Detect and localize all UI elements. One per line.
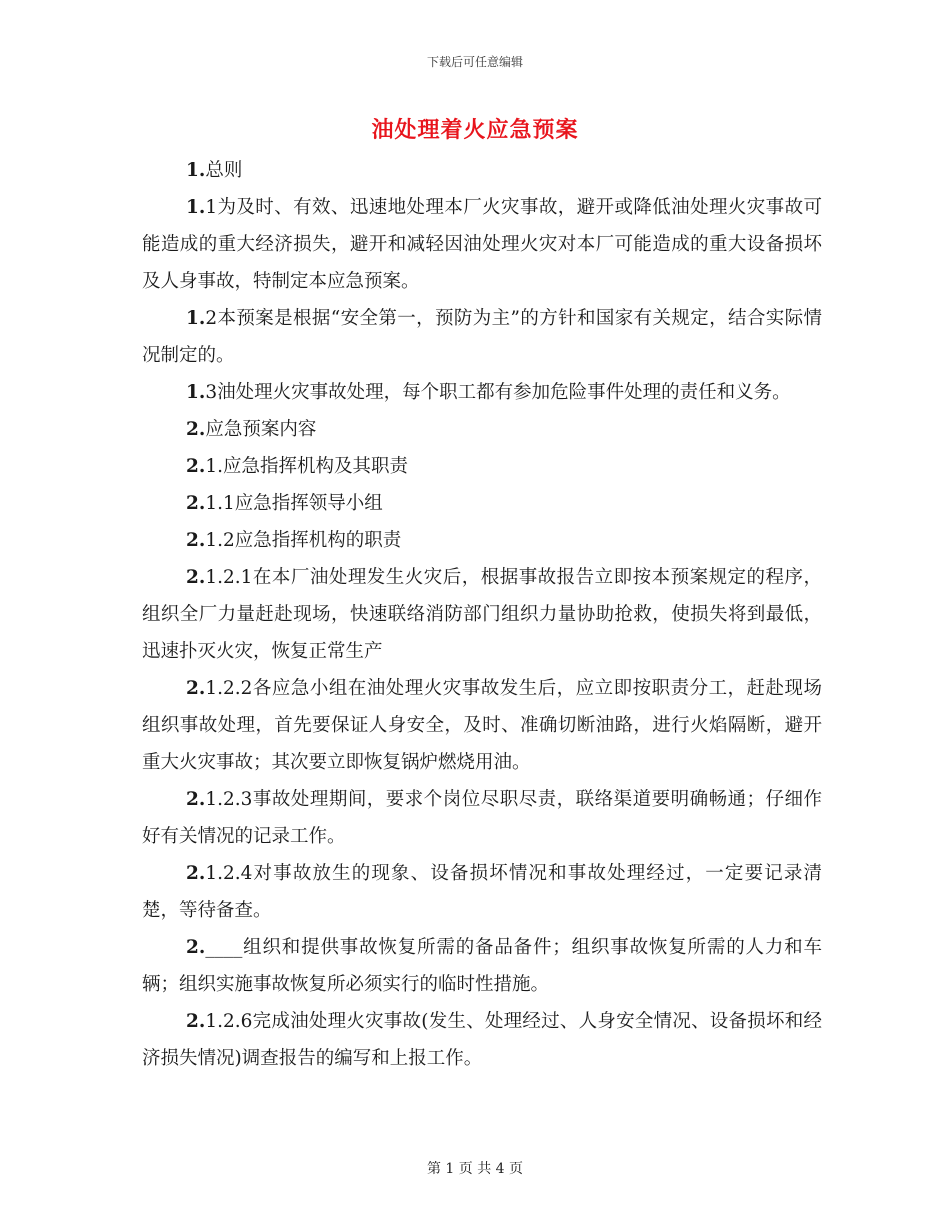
paragraph-text: 1.2.6完成油处理火灾事故(发生、处理经过、人身安全情况、设备损坏和经济损失情况)调查报告的编写和上报工作。	[142, 1011, 822, 1069]
paragraph-number: 2.	[186, 530, 206, 551]
paragraph-number: 2.	[186, 567, 206, 588]
paragraph-number: 1.	[186, 382, 206, 403]
paragraph-text: 1.2.2各应急小组在油处理火灾事故发生后，应立即按职责分工，赶赴现场组织事故处理，首先要保证人身安全，及时、准确切断油路，进行火焰隔断，避开重大火灾事故；其次要立即恢复锅炉燃烧用油。	[142, 678, 822, 773]
paragraph-number: 2.	[186, 937, 206, 958]
paragraph	[142, 152, 822, 189]
paragraph	[142, 670, 822, 781]
paragraph-number: 2.	[186, 678, 206, 699]
paragraph-number: 1.	[186, 197, 206, 218]
paragraph	[142, 929, 822, 1003]
paragraph-text: 总则	[205, 160, 243, 181]
paragraph-number: 1.	[186, 308, 206, 329]
paragraph-text: ____组织和提供事故恢复所需的备品备件；组织事故恢复所需的人力和车辆；组织实施事故恢复所必须实行的临时性措施。	[142, 937, 822, 995]
paragraph-text: 1.应急指挥机构及其职责	[205, 456, 408, 477]
paragraph-text: 应急预案内容	[205, 419, 317, 440]
document-title: 油处理着火应急预案	[371, 117, 579, 143]
page-footer: 第 1 页 共 4 页	[426, 1161, 524, 1177]
paragraph-text: 1为及时、有效、迅速地处理本厂火灾事故，避开或降低油处理火灾事故可能造成的重大经济损失，避开和减轻因油处理火灾对本厂可能造成的重大设备损坏及人身事故，特制定本应急预案。	[142, 197, 822, 292]
paragraph-text: 1.1应急指挥领导小组	[205, 493, 383, 514]
paragraph-number: 2.	[186, 789, 206, 810]
paragraph-text: 2本预案是根据“安全第一，预防为主”的方针和国家有关规定，结合实际情况制定的。	[142, 308, 822, 366]
paragraph	[142, 559, 822, 670]
paragraph	[142, 522, 822, 559]
paragraph	[142, 781, 822, 855]
paragraph-number: 2.	[186, 456, 206, 477]
paragraph-text: 3油处理火灾事故处理，每个职工都有参加危险事件处理的责任和义务。	[205, 382, 791, 403]
paragraph-text: 1.2.3事故处理期间，要求个岗位尽职尽责，联络渠道要明确畅通；仔细作好有关情况的记录工作。	[142, 789, 822, 847]
paragraph-number: 1.	[186, 160, 206, 181]
paragraph	[142, 300, 822, 374]
paragraph-text: 1.2应急指挥机构的职责	[205, 530, 402, 551]
paragraph	[142, 448, 822, 485]
page-header: 下载后可任意编辑	[426, 55, 523, 69]
paragraph-text: 1.2.4对事故放生的现象、设备损坏情况和事故处理经过，一定要记录清楚，等待备查。	[142, 863, 822, 921]
paragraph	[142, 189, 822, 300]
paragraph	[142, 1003, 822, 1077]
paragraph-number: 2.	[186, 1011, 206, 1032]
paragraph-number: 2.	[186, 863, 206, 884]
paragraph	[142, 485, 822, 522]
paragraph-number: 2.	[186, 419, 206, 440]
paragraph-text: 1.2.1在本厂油处理发生火灾后，根据事故报告立即按本预案规定的程序，组织全厂力量赶赴现场，快速联络消防部门组织力量协助抢救，使损失将到最低，迅速扑灭火灾，恢复正常生产	[142, 567, 822, 662]
paragraph	[142, 374, 822, 411]
document-body	[142, 152, 822, 1077]
paragraph	[142, 411, 822, 448]
paragraph-number: 2.	[186, 493, 206, 514]
paragraph	[142, 855, 822, 929]
